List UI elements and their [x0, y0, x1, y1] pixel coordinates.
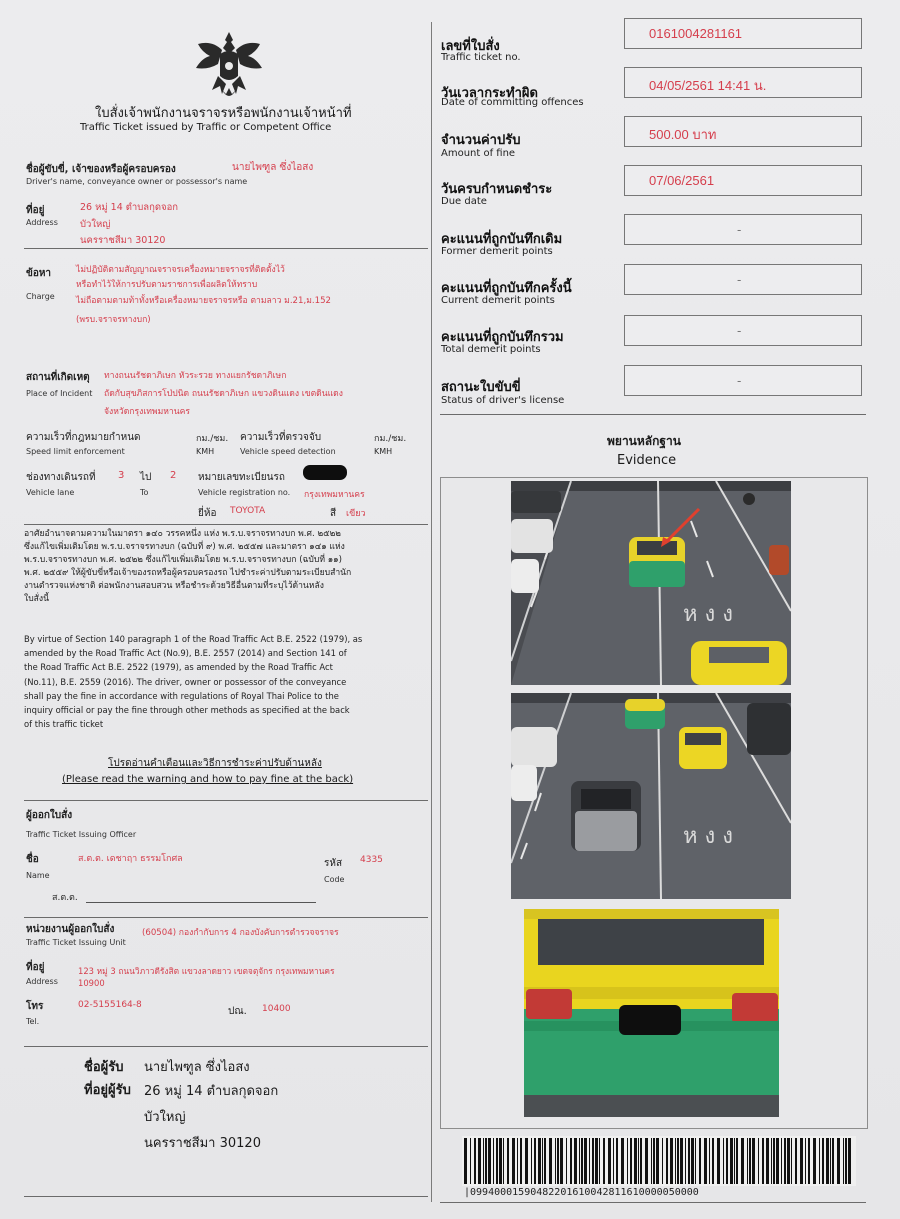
- barcode-bar: [741, 1138, 744, 1184]
- barcode-bar: [627, 1138, 628, 1184]
- barcode-bar: [534, 1138, 536, 1184]
- barcode-bar: [517, 1138, 518, 1184]
- fine-amount-field: 500.00 บาท: [624, 116, 862, 147]
- barcode-bar: [613, 1138, 614, 1184]
- vehicle-speed-unit-english: KMH: [374, 447, 393, 456]
- evidence-title-thai: พยานหลักฐาน: [607, 434, 681, 448]
- barcode-bar: [488, 1138, 491, 1184]
- barcode-bar: [662, 1138, 663, 1184]
- lane-to-value: 2: [170, 470, 177, 481]
- color-label-thai: สี: [330, 508, 337, 519]
- barcode-bar: [579, 1138, 580, 1184]
- divider-line: [440, 414, 866, 415]
- color-value: เขียว: [346, 509, 366, 519]
- current-points-field: -: [624, 264, 862, 295]
- divider-line: [24, 524, 428, 525]
- barcode-bar: [493, 1138, 494, 1184]
- legal-english-line-4: (No.11), B.E. 2559 (2016). The driver, owner or possessor of the conveyance: [24, 676, 347, 687]
- barcode-bar: [464, 1138, 467, 1184]
- driver-address-label-english: Address: [26, 218, 58, 227]
- legal-text-thai: [24, 528, 429, 607]
- evidence-photo-closeup: [511, 693, 791, 899]
- barcode-bar: [608, 1138, 611, 1184]
- officer-name: ส.ต.ต. เดชาฤา ธรรมโกศล: [78, 854, 183, 864]
- legal-thai-line-1: อาศัยอำนาจตามความในมาตรา ๑๔๐ วรรคหนึ่ง แห่ง พ.ร.บ.จราจรทางบก พ.ศ. ๒๕๒๒: [24, 529, 341, 539]
- barcode-bar: [507, 1138, 509, 1184]
- barcode-bar: [680, 1138, 683, 1184]
- total-points-field: -: [624, 315, 862, 346]
- barcode-bar: [538, 1138, 541, 1184]
- speed-limit-label-thai: ความเร็วที่กฎหมายกำหนด: [26, 432, 141, 443]
- barcode-bar: [730, 1138, 733, 1184]
- legal-english-line-5: shall pay the fine in accordance with regulations of Royal Thai Police to the: [24, 690, 339, 701]
- barcode-bar: [549, 1138, 552, 1184]
- barcode-bar: [621, 1138, 624, 1184]
- barcode-bar: [584, 1138, 587, 1184]
- unit-address-label-thai: ที่อยู่: [26, 962, 45, 973]
- barcode-bar: [599, 1138, 600, 1184]
- charge-line-4: (พรบ.จราจรทางบก): [76, 315, 151, 325]
- barcode-bar: [589, 1138, 590, 1184]
- total-points-label-english: Total demerit points: [441, 344, 541, 355]
- current-points-label-thai: คะแนนที่ถูกบันทึกครั้งนี้: [441, 281, 572, 296]
- unit-address-line-1: 123 หมู่ 3 ถนนวิภาวดีรังสิต แขวงลาดยาว เขตจตุจักร กรุงเทพมหานคร: [78, 966, 335, 976]
- unit-name: (60504) กองกำกับการ 4 กองบังคับการตำรวจจราจร: [142, 928, 339, 938]
- signature-line: [86, 902, 316, 903]
- ticket-title-thai: ใบสั่งเจ้าพนักงานจราจรหรือพนักงานเจ้าหน้าที่: [95, 106, 352, 121]
- barcode-bar: [800, 1138, 803, 1184]
- lane-label-english: Vehicle lane: [26, 488, 75, 497]
- brand-value: TOYOTA: [230, 506, 266, 516]
- plate-province: กรุงเทพมหานคร: [304, 490, 365, 500]
- lane-to-label-english: To: [140, 488, 149, 497]
- legal-thai-line-6: ใบสั่งนี้: [24, 594, 49, 605]
- speed-limit-unit-english: KMH: [196, 447, 215, 456]
- barcode-bar: [651, 1138, 652, 1184]
- unit-address-line-2: 10900: [78, 978, 105, 988]
- legal-text-english: [24, 632, 429, 731]
- barcode-bar: [691, 1138, 694, 1184]
- ticket-no-field: 0161004281161: [624, 18, 862, 49]
- officer-code-label-english: Code: [324, 875, 345, 884]
- barcode-bar: [485, 1138, 487, 1184]
- barcode-bar: [595, 1138, 598, 1184]
- barcode-bar: [656, 1138, 659, 1184]
- barcode-bar: [603, 1138, 605, 1184]
- officer-rank-prefix: ส.ต.ต.: [52, 893, 78, 903]
- barcode-bar: [581, 1138, 583, 1184]
- barcode-bar: [771, 1138, 772, 1184]
- divider-line: [24, 248, 428, 249]
- barcode-bar: [483, 1138, 484, 1184]
- barcode-bar: [525, 1138, 528, 1184]
- barcode-bar: [675, 1138, 676, 1184]
- driver-address-line-2: บัวใหญ่: [80, 219, 111, 230]
- place-line-1: ทางถนนรัชดาภิเษก หัวระรวย ทางแยกรัชดาภิเษก: [104, 371, 287, 381]
- legal-english-line-6: inquiry official or pay the fine through other methods as specified at the back: [24, 705, 350, 716]
- barcode-bar: [670, 1138, 673, 1184]
- barcode-bar: [688, 1138, 690, 1184]
- tel-label-english: Tel.: [26, 1017, 40, 1026]
- barcode-bar: [749, 1138, 751, 1184]
- lane-from-value: 3: [118, 470, 125, 481]
- barcode-bar: [570, 1138, 572, 1184]
- current-points-label-english: Current demerit points: [441, 295, 555, 306]
- barcode-bar: [531, 1138, 532, 1184]
- charge-label-english: Charge: [26, 292, 55, 301]
- barcode-bar: [795, 1138, 797, 1184]
- barcode-bar: [726, 1138, 728, 1184]
- evidence-photo-license-plate: [524, 909, 779, 1117]
- warning-english: (Please read the warning and how to pay fine at the back): [62, 774, 354, 785]
- officer-code-label-thai: รหัส: [324, 858, 343, 869]
- barcode-bar: [592, 1138, 594, 1184]
- barcode-bar: [634, 1138, 637, 1184]
- former-points-label-english: Former demerit points: [441, 246, 553, 257]
- speed-limit-unit: กม./ชม.: [196, 434, 229, 444]
- former-points-field: -: [624, 214, 862, 245]
- barcode-bar: [512, 1138, 515, 1184]
- barcode-bar: [666, 1138, 668, 1184]
- barcode-bar: [712, 1138, 714, 1184]
- barcode-bar: [723, 1138, 724, 1184]
- divider-line: [24, 917, 428, 918]
- barcode-bar: [758, 1138, 759, 1184]
- unit-label-thai: หน่วยงานผู้ออกใบสั่ง: [26, 924, 115, 935]
- lane-label-thai: ช่องทางเดินรถที่: [26, 472, 96, 483]
- recipient-address-line-2: บัวใหญ่: [144, 1110, 186, 1125]
- offence-date-field: 04/05/2561 14:41 น.: [624, 67, 862, 98]
- fine-amount-label-english: Amount of fine: [441, 148, 516, 159]
- barcode-bar: [826, 1138, 829, 1184]
- barcode-bar: [704, 1138, 707, 1184]
- barcode-bar: [653, 1138, 655, 1184]
- charge-line-3: ไม่ถือตามตามท้าทั้งหรือเครื่องหมายจราจรหรือ ตามลาว ม.21,ม.152: [76, 296, 332, 306]
- barcode-bar: [503, 1138, 504, 1184]
- barcode-bar: [695, 1138, 696, 1184]
- vehicle-speed-label-thai: ความเร็วที่ตรวจจับ: [240, 432, 322, 443]
- barcode-number: |09940001590482201610042811610000050000: [464, 1187, 699, 1198]
- officer-label-thai: ผู้ออกใบสั่ง: [26, 810, 73, 821]
- recipient-name: นายไพฑูล ซึ่งไอสง: [144, 1060, 250, 1075]
- ticket-barcode: [462, 1136, 856, 1186]
- vehicle-speed-unit: กม./ชม.: [374, 434, 407, 444]
- barcode-bar: [566, 1138, 567, 1184]
- barcode-bar: [717, 1138, 720, 1184]
- license-status-label-thai: สถานะใบขับขี่: [441, 380, 521, 395]
- barcode-bar: [496, 1138, 498, 1184]
- unit-postal: 10400: [262, 1004, 291, 1014]
- barcode-bar: [474, 1138, 476, 1184]
- barcode-bar: [616, 1138, 618, 1184]
- barcode-bar: [813, 1138, 816, 1184]
- recipient-address-label: ที่อยู่ผู้รับ: [84, 1083, 131, 1098]
- barcode-bar: [630, 1138, 632, 1184]
- officer-name-label-english: Name: [26, 871, 50, 880]
- barcode-bar: [699, 1138, 701, 1184]
- svg-text:ห ง ง: ห ง ง: [683, 824, 733, 849]
- divider-line: [24, 1046, 428, 1047]
- unit-address-label-english: Address: [26, 977, 58, 986]
- due-date-field: 07/06/2561: [624, 165, 862, 196]
- charge-label-thai: ข้อหา: [26, 268, 52, 279]
- barcode-bar: [773, 1138, 775, 1184]
- ticket-no-label-english: Traffic ticket no.: [441, 52, 521, 63]
- barcode-bar: [555, 1138, 556, 1184]
- svg-text:ห ง ง: ห ง ง: [683, 602, 733, 627]
- barcode-bar: [808, 1138, 810, 1184]
- recipient-address-line-1: 26 หมู่ 14 ตำบลกุดจอก: [144, 1084, 279, 1099]
- driver-label-thai: ชื่อผู้ขับขี่, เจ้าของหรือผู้ครอบครอง: [26, 164, 176, 175]
- legal-thai-line-4: พ.ศ. ๒๕๕๙ ให้ผู้ขับขี่หรือเจ้าของรถหรือผู้ครอบครองรถ ไปชำระค่าปรับตามระเบียบสำนัก: [24, 568, 352, 579]
- lane-to-label-thai: ไป: [140, 472, 152, 483]
- barcode-bar: [645, 1138, 648, 1184]
- barcode-bar: [736, 1138, 738, 1184]
- barcode-bar: [560, 1138, 563, 1184]
- barcode-bar: [837, 1138, 840, 1184]
- barcode-bar: [544, 1138, 546, 1184]
- due-date-label-english: Due date: [441, 196, 487, 207]
- recipient-name-label: ชื่อผู้รับ: [84, 1060, 124, 1075]
- barcode-bar: [542, 1138, 543, 1184]
- barcode-bar: [499, 1138, 502, 1184]
- barcode-bar: [805, 1138, 806, 1184]
- barcode-bar: [734, 1138, 735, 1184]
- warning-thai: โปรดอ่านคำเตือนและวิธีการชำระค่าปรับด้านหลัง: [108, 758, 322, 769]
- offence-date-label-english: Date of committing offences: [441, 97, 584, 108]
- legal-thai-line-3: พ.ร.บ.จราจรทางบก พ.ศ. ๒๕๒๒ ซึ่งแก้ไขเพิ่มเติมโดย พ.ร.บ.จราจรทางบก (ฉบับที่ ๑๑): [24, 555, 342, 566]
- offence-date-label-thai: วันเวลากระทำผิด: [441, 86, 538, 101]
- legal-english-line-3: the Road Traffic Act B.E. 2522 (1979), as amended by the Road Traffic Act: [24, 662, 333, 673]
- tel-label-thai: โทร: [26, 1001, 44, 1012]
- barcode-bar: [574, 1138, 577, 1184]
- postal-label-thai: ปณ.: [228, 1006, 247, 1017]
- legal-english-line-2: amended by the Road Traffic Act (No.9), B.E. 2557 (2014) and Section 141 of: [24, 648, 347, 659]
- barcode-bar: [640, 1138, 642, 1184]
- barcode-bar: [845, 1138, 847, 1184]
- fine-amount-label-thai: จำนวนค่าปรับ: [441, 133, 521, 148]
- barcode-bar: [762, 1138, 764, 1184]
- driver-address-line-1: 26 หมู่ 14 ตำบลกุดจอก: [80, 202, 179, 213]
- driver-address-label-thai: ที่อยู่: [26, 205, 45, 216]
- column-divider: [431, 22, 432, 1202]
- license-status-label-english: Status of driver's license: [441, 395, 565, 406]
- plate-label-english: Vehicle registration no.: [198, 488, 291, 497]
- license-status-field: -: [624, 365, 862, 396]
- brand-label-thai: ยี่ห้อ: [198, 508, 217, 519]
- divider-line: [24, 800, 428, 801]
- speed-limit-label-english: Speed limit enforcement: [26, 447, 125, 456]
- barcode-bar: [747, 1138, 748, 1184]
- place-line-2: ถัดกับสุขภิสการโป่ปนิด ถนนรัชดาภิเษก แขวงดินแดง เขตดินแดง: [104, 389, 343, 399]
- barcode-bar: [752, 1138, 755, 1184]
- plate-label-thai: หมายเลขทะเบียนรถ: [198, 472, 285, 483]
- legal-thai-line-5: งานตำรวจแห่งชาติ ต่อพนักงานสอบสวน หรือชำระด้วยวิธีอื่นตามที่ระบุไว้ด้านหลัง: [24, 581, 324, 592]
- barcode-bar: [677, 1138, 679, 1184]
- barcode-bar: [819, 1138, 820, 1184]
- barcode-bar: [470, 1138, 471, 1184]
- place-label-thai: สถานที่เกิดเหตุ: [26, 372, 90, 383]
- driver-name: นายไพฑูล ซึ่งไอสง: [232, 162, 314, 173]
- barcode-bar: [791, 1138, 792, 1184]
- barcode-bar: [830, 1138, 831, 1184]
- barcode-bar: [848, 1138, 851, 1184]
- barcode-bar: [776, 1138, 779, 1184]
- place-line-3: จังหวัดกรุงเทพมหานคร: [104, 407, 190, 417]
- barcode-bar: [787, 1138, 790, 1184]
- ticket-no-label-thai: เลขที่ใบสั่ง: [441, 39, 500, 54]
- plate-number-redaction: [303, 465, 347, 480]
- legal-english-line-7: of this traffic ticket: [24, 719, 104, 730]
- divider-line: [440, 1202, 866, 1203]
- evidence-title-english: Evidence: [617, 453, 677, 468]
- barcode-bar: [832, 1138, 834, 1184]
- barcode-bar: [766, 1138, 769, 1184]
- officer-code: 4335: [360, 855, 383, 865]
- ticket-title-english: Traffic Ticket issued by Traffic or Competent Office: [80, 122, 332, 133]
- legal-english-line-1: By virtue of Section 140 paragraph 1 of the Road Traffic Act B.E. 2522 (1979), as: [24, 634, 363, 644]
- divider-line: [24, 1196, 428, 1197]
- driver-label-english: Driver's name, conveyance owner or possessor's name: [26, 177, 248, 186]
- evidence-photo-overview: [511, 481, 791, 685]
- officer-label-english: Traffic Ticket Issuing Officer: [26, 830, 137, 839]
- barcode-bar: [822, 1138, 824, 1184]
- barcode-bar: [843, 1138, 844, 1184]
- barcode-bar: [685, 1138, 686, 1184]
- legal-thai-line-2: ซึ่งแก้ไขเพิ่มเติมโดย พ.ร.บ.จราจรทางบก (ฉบับที่ ๙) พ.ศ. ๒๕๕๗ และมาตรา ๑๔๑ แห่ง: [24, 542, 345, 553]
- recipient-address-line-3: นครราชสีมา 30120: [144, 1136, 261, 1151]
- unit-tel: 02-5155164-8: [78, 1000, 142, 1010]
- garuda-emblem-icon: [192, 28, 266, 106]
- total-points-label-thai: คะแนนที่ถูกบันทึกรวม: [441, 330, 564, 345]
- barcode-bar: [709, 1138, 710, 1184]
- charge-line-2: หรือทำไว้ให้การปรับตามราชการเพื่อผลิตให้ทราบ: [76, 280, 258, 290]
- due-date-label-thai: วันครบกำหนดชำระ: [441, 182, 553, 197]
- unit-label-english: Traffic Ticket Issuing Unit: [26, 938, 126, 947]
- place-label-english: Place of Incident: [26, 389, 93, 398]
- former-points-label-thai: คะแนนที่ถูกบันทึกเดิม: [441, 232, 563, 247]
- barcode-bar: [520, 1138, 522, 1184]
- barcode-bar: [638, 1138, 639, 1184]
- vehicle-speed-label-english: Vehicle speed detection: [240, 447, 336, 456]
- charge-line-1: ไม่ปฏิบัติตามสัญญาณจราจรเครื่องหมายจราจรที่ติดตั้งไว้: [76, 265, 285, 275]
- barcode-bar: [781, 1138, 782, 1184]
- driver-address-line-3: นครราชสีมา 30120: [80, 235, 166, 246]
- barcode-bar: [478, 1138, 481, 1184]
- barcode-bar: [784, 1138, 786, 1184]
- officer-name-label-thai: ชื่อ: [26, 854, 39, 865]
- barcode-bar: [557, 1138, 559, 1184]
